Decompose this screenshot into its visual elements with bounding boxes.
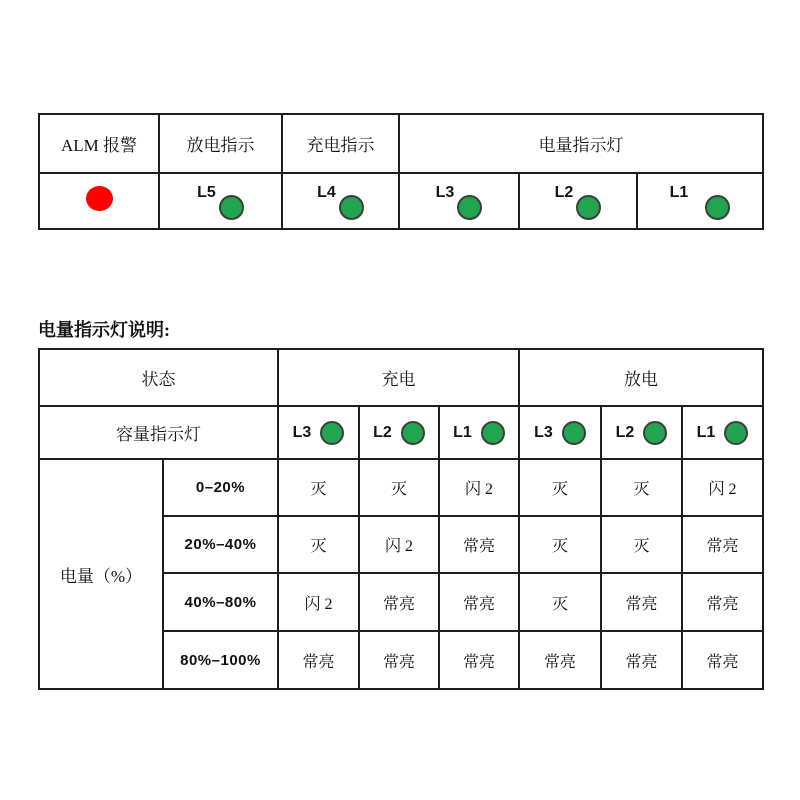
alarm-indicator-table [38,113,764,230]
value-cell: 常亮 [601,631,682,689]
green-led-icon [643,421,667,445]
range-cell: 0–20% [163,459,278,516]
header-cell-discharging: 放电 [519,349,763,406]
value-cell: 常亮 [682,573,763,631]
value-cell: 常亮 [439,631,519,689]
green-led-icon [562,421,586,445]
green-led-icon [320,421,344,445]
lamp-cell-l3 [399,173,519,229]
capacity-lamp-cell [601,406,682,459]
battery-level-table [38,348,764,690]
lamp-label: L3 [534,423,553,441]
range-cell: 40%–80% [163,573,278,631]
value-cell: 闪 2 [439,459,519,516]
lamp-label: L3 [292,423,312,441]
header-cell-status: 状态 [39,349,278,406]
lamp-cell-l2 [519,173,637,229]
capacity-lamp-cell [359,406,439,459]
lamp-label: L2 [615,423,635,441]
lamp-label-l1: L1 [669,184,689,201]
value-cell: 灭 [601,516,682,573]
lamp-cell-l5 [159,173,282,229]
lamp-cell-l1 [637,173,763,229]
capacity-lamp-cell [519,406,601,459]
value-cell: 闪 2 [278,573,359,631]
value-cell: 闪 2 [359,516,439,573]
green-led-icon [219,195,244,220]
capacity-lamps-label-cell: 容量指示灯 [39,406,278,459]
value-cell: 灭 [519,459,601,516]
lamp-label-l3: L3 [435,184,455,201]
green-led-icon [724,421,748,445]
lamp-label-l2: L2 [554,184,574,201]
lamp-label-l4: L4 [317,184,336,201]
lamp-label: L1 [453,423,472,441]
red-led-icon [86,186,113,211]
value-cell: 常亮 [359,631,439,689]
green-led-icon [705,195,730,220]
value-cell: 灭 [278,516,359,573]
section-title: 电量指示灯说明: [38,320,170,340]
value-cell: 灭 [519,573,601,631]
green-led-icon [576,195,601,220]
row-group-label-cell: 电量（%） [39,459,163,689]
value-cell: 闪 2 [682,459,763,516]
value-cell: 常亮 [278,631,359,689]
green-led-icon [401,421,425,445]
value-cell: 常亮 [682,631,763,689]
value-cell: 灭 [278,459,359,516]
value-cell: 灭 [601,459,682,516]
value-cell: 常亮 [439,573,519,631]
header-cell-charge: 充电指示 [282,114,399,173]
alm-led-cell [39,173,159,229]
header-cell-charging: 充电 [278,349,519,406]
value-cell: 常亮 [601,573,682,631]
green-led-icon [457,195,482,220]
capacity-lamp-cell [278,406,359,459]
green-led-icon [481,421,505,445]
value-cell: 常亮 [519,631,601,689]
lamp-label: L2 [373,423,392,441]
lamp-label-l5: L5 [197,184,216,201]
header-cell-alm: ALM 报警 [39,114,159,173]
value-cell: 常亮 [359,573,439,631]
capacity-lamp-cell [439,406,519,459]
lamp-cell-l4 [282,173,399,229]
range-cell: 20%–40% [163,516,278,573]
value-cell: 灭 [359,459,439,516]
header-cell-discharge: 放电指示 [159,114,282,173]
capacity-lamp-cell [682,406,763,459]
lamp-label: L1 [696,423,716,441]
value-cell: 灭 [519,516,601,573]
value-cell: 常亮 [682,516,763,573]
value-cell: 常亮 [439,516,519,573]
green-led-icon [339,195,364,220]
header-cell-battery-lamps: 电量指示灯 [399,114,763,173]
range-cell: 80%–100% [163,631,278,689]
